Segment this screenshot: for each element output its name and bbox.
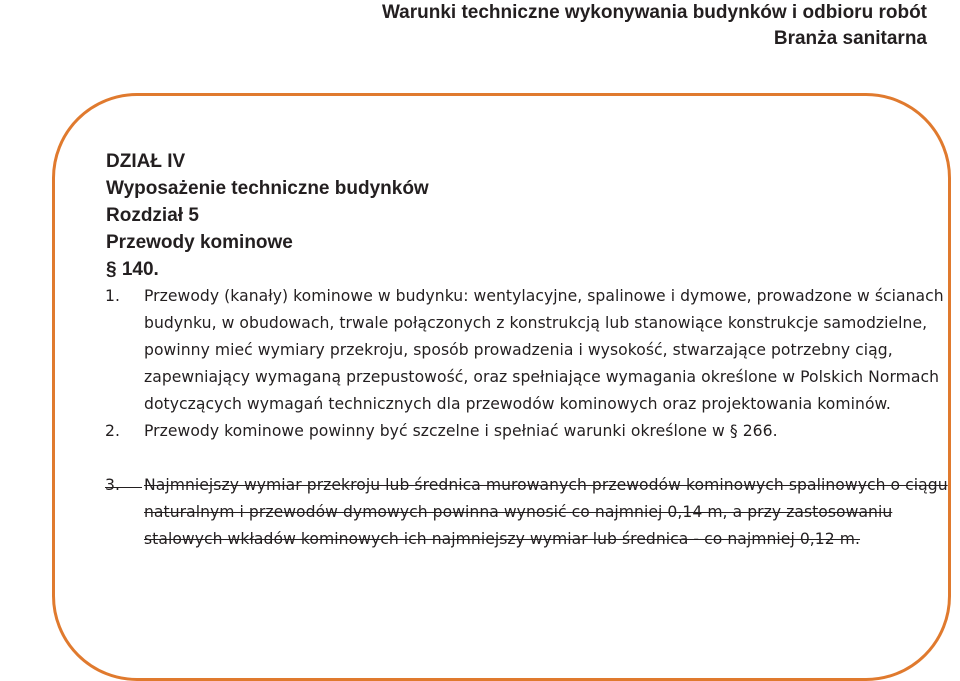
point-2 (105, 418, 960, 445)
page-header (382, 0, 927, 52)
separator-line (105, 487, 142, 488)
point-3-text: Najmniejszy wymiar przekroju lub średnica murowanych przewodów kominowych spalinowych o ciągu naturalnym i przewodów dymowych powinna wynosić co najmniej 0,14 m, a przy zastosowaniu stalowych wkładów kominowych ich najmniejszy wymiar lub średnica - co najmniej 0,12 m. (144, 476, 948, 548)
point-1-number: 1. (105, 287, 120, 305)
point-2-number: 2. (105, 422, 120, 440)
division-label: DZIAŁ IV (106, 151, 186, 172)
paragraph-body (105, 283, 960, 553)
point-3-deleted (105, 472, 960, 553)
point-2-text: Przewody kominowe powinny być szczelne i spełniać warunki określone w § 266. (144, 422, 778, 440)
section-headings (106, 148, 429, 283)
chapter-title: Przewody kominowe (106, 232, 293, 253)
division-title: Wyposażenie techniczne budynków (106, 178, 429, 199)
paragraph-number: § 140. (106, 259, 159, 280)
point-3-number: 3. (105, 476, 120, 494)
chapter-label: Rozdział 5 (106, 205, 199, 226)
document-title: Warunki techniczne wykonywania budynków i odbioru robót (381, 2, 927, 23)
point-1 (105, 283, 960, 418)
point-1-text: Przewody (kanały) kominowe w budynku: wentylacyjne, spalinowe i dymowe, prowadzone w ścianach budynku, w obudowach, trwale połączonych z konstrukcją lub stanowiące konstrukcje samodzielne, powinny mieć wymiary przekroju, sposób prowadzenia i wysokość, stwarzające potrzebny ciąg, zapewniający wymaganą przepustowość, oraz spełniające wymagania określone w Polskich Normach dotyczących wymagań technicznych dla przewodów kominowych oraz projektowania kominów. (144, 287, 944, 413)
document-subtitle: Branża sanitarna (773, 28, 927, 49)
